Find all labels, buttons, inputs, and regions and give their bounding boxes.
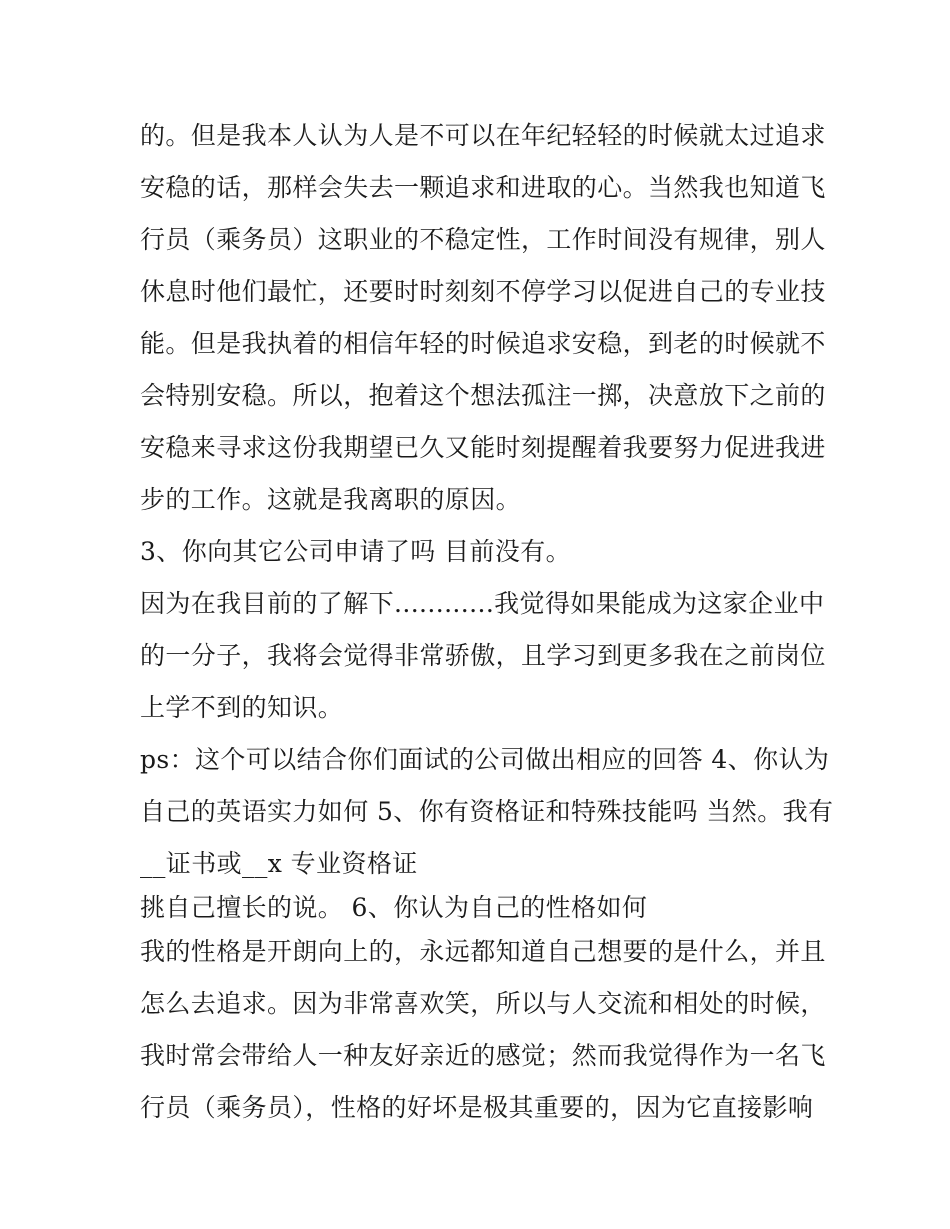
text-line-11: 的一分子，我将会觉得非常骄傲，且学习到更多我在之前岗位	[140, 641, 826, 670]
text-line-17: 我的性格是开朗向上的，永远都知道自己想要的是什么，并且	[140, 937, 826, 966]
text-line-1: 的。但是我本人认为人是不可以在年纪轻轻的时候就太过追求	[140, 121, 826, 150]
text-line-18: 怎么去追求。因为非常喜欢笑，所以与人交流和相处的时候，	[140, 989, 826, 1018]
ps-note-line: ps：这个可以结合你们面试的公司做出相应的回答 4、你认为	[140, 745, 830, 774]
document-body	[140, 110, 834, 1134]
text-line-19: 我时常会带给人一种友好亲近的感觉；然而我觉得作为一名飞	[140, 1041, 826, 1070]
question-6-line: 挑自己擅长的说。 6、你认为自己的性格如何	[140, 893, 648, 922]
text-line-10: 因为在我目前的了解下............我觉得如果能成为这家企业中	[140, 589, 825, 618]
text-line-20: 行员（乘务员），性格的好坏是极其重要的，因为它直接影响	[140, 1093, 814, 1122]
text-line-8: 步的工作。这就是我离职的原因。	[140, 485, 522, 514]
text-line-14: 自己的英语实力如何 5、你有资格证和特殊技能吗 当然。我有	[140, 797, 834, 826]
text-line-5: 能。但是我执着的相信年轻的时候追求安稳，到老的时候就不	[140, 329, 826, 358]
text-line-6: 会特别安稳。所以，抱着这个想法孤注一掷，决意放下之前的	[140, 381, 826, 410]
text-line-7: 安稳来寻求这份我期望已久又能时刻提醒着我要努力促进我进	[140, 433, 826, 462]
text-line-4: 休息时他们最忙，还要时时刻刻不停学习以促进自己的专业技	[140, 277, 826, 306]
certificate-line: __证书或__x 专业资格证	[140, 849, 418, 878]
text-line-3: 行员（乘务员）这职业的不稳定性，工作时间没有规律，别人	[140, 225, 826, 254]
text-line-2: 安稳的话，那样会失去一颗追求和进取的心。当然我也知道飞	[140, 173, 826, 202]
question-3-line: 3、你向其它公司申请了吗 目前没有。	[140, 537, 572, 566]
text-line-12: 上学不到的知识。	[140, 693, 344, 722]
